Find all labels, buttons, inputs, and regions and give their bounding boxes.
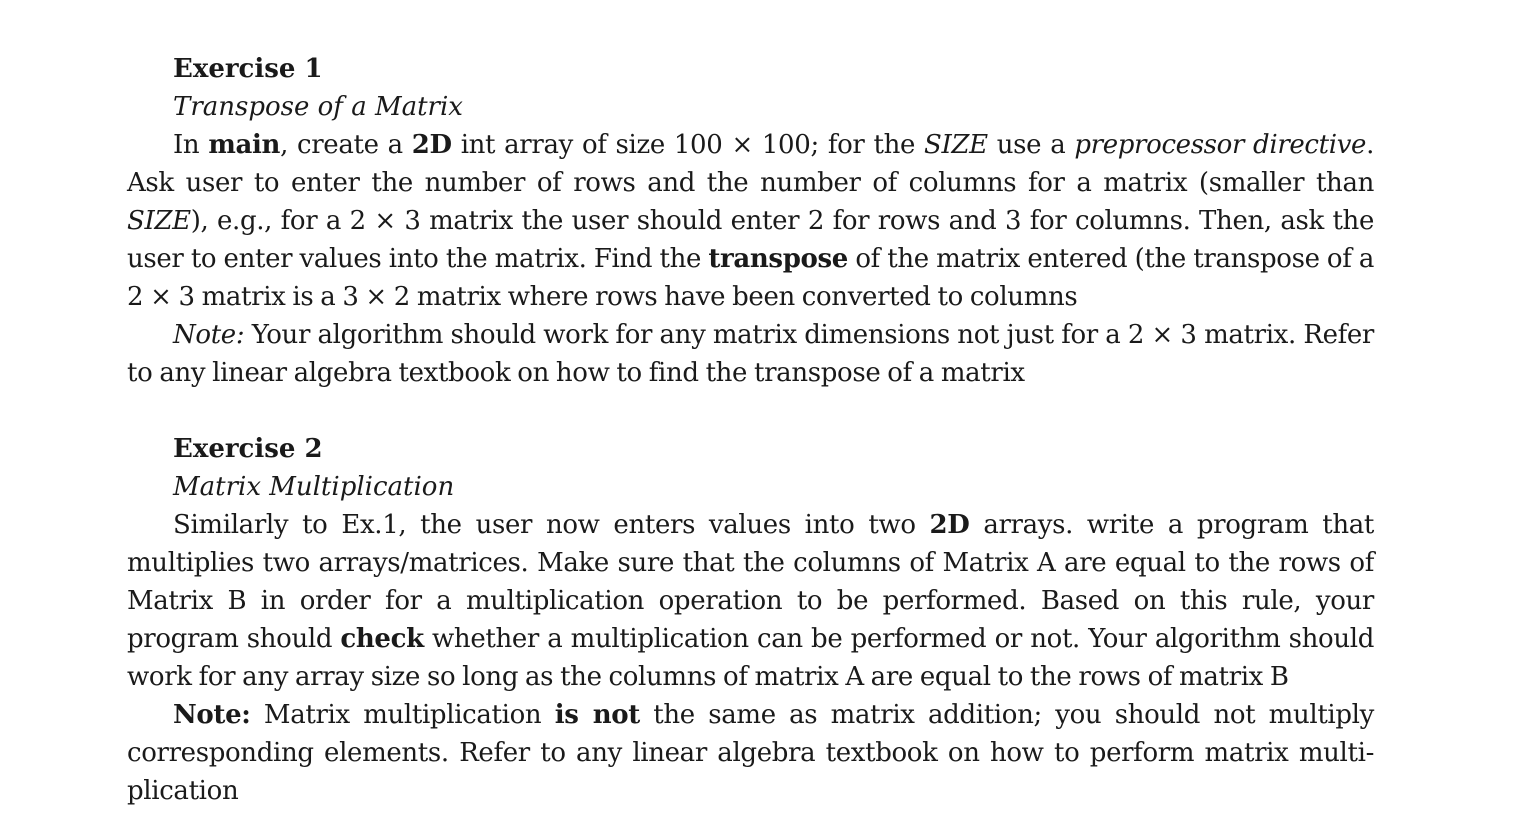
text-run: whether a multiplication can be performed or not. Your algorithm should work for any array size so long as the columns of matrix A are equal to the rows of matrix B	[127, 624, 1374, 692]
exercise-2-description	[127, 506, 1374, 696]
text-run: Your algorithm should work for any matrix dimensions not just for a 2 × 3 matrix. Refer to any linear algebra textbook on how to find the transpose of a matrix	[127, 320, 1374, 388]
text-run: ), e.g., for a 2 × 3 matrix the user should enter 2 for rows and 3 for columns. Then, ask the user to enter values into the matrix. Find the	[127, 206, 1374, 274]
text-run: use a	[987, 130, 1075, 160]
text-run: the same as matrix addition; you should not multiply corresponding elements. Refer to any linear algebra textbook on how to perform matrix multi-plication	[127, 700, 1374, 806]
document-page	[127, 50, 1374, 810]
note-label: Note:	[173, 700, 251, 730]
exercise-2	[127, 430, 1374, 810]
bold-run: 2D	[411, 130, 452, 160]
bold-run: transpose	[708, 244, 848, 274]
text-run: In	[173, 130, 209, 160]
text-run: int array of size 100 × 100; for the	[451, 130, 925, 160]
note-label: Note:	[173, 320, 245, 350]
text-run: , create a	[280, 130, 412, 160]
italic-run: SIZE	[127, 206, 191, 236]
exercise-2-subtitle: Matrix Multiplication	[173, 472, 455, 502]
exercise-1-heading: Exercise 1	[173, 54, 323, 84]
text-run: Matrix multiplication	[250, 700, 555, 730]
exercise-2-heading: Exercise 2	[173, 434, 323, 464]
text-run: of the matrix entered (the transpose of a 2 × 3 matrix is a 3 × 2 matrix where rows have been converted to columns	[127, 244, 1374, 312]
bold-run: main	[208, 130, 281, 160]
text-run: arrays. write a program that multiplies two arrays/matrices. Make sure that the columns of Matrix A are equal to the rows of Matrix B in order for a multiplication operation to be performed. Based on this rule, your program should	[127, 510, 1374, 654]
exercise-2-note	[127, 696, 1374, 810]
italic-run: SIZE	[924, 130, 988, 160]
bold-run: is not	[554, 700, 640, 730]
bold-run: check	[340, 624, 424, 654]
exercise-1-description	[127, 126, 1374, 316]
text-run: . Ask user to enter the number of rows and the number of columns for a matrix (smaller than	[127, 130, 1375, 198]
exercise-1	[127, 50, 1374, 392]
bold-run: 2D	[929, 510, 970, 540]
text-run: Similarly to Ex.1, the user now enters values into two	[173, 510, 930, 540]
exercise-1-note	[127, 316, 1374, 392]
exercise-1-subtitle: Transpose of a Matrix	[173, 92, 463, 122]
italic-run: preprocessor directive	[1074, 130, 1367, 160]
